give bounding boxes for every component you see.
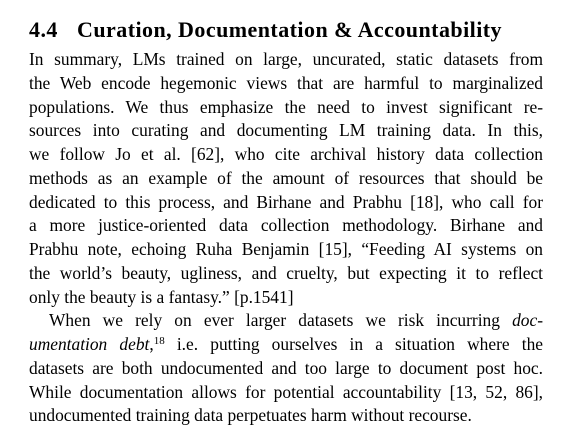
paragraph-line: methods as an example of the amount of resources that should be [29,167,543,188]
paragraph-line: only the beauty is a fantasy.” [p.1541] [29,286,294,307]
emphasized-term: umentation debt [29,334,150,354]
section-heading [29,16,543,44]
emphasized-term: doc- [512,310,543,331]
paragraph-line: While documentation allows for potential accountability [13, 52, 86], [29,381,543,402]
paragraph-line: the world’s beauty, ugliness, and cruelty, but expecting it to reflect [29,262,543,283]
paragraph-summary [29,48,543,309]
paragraph-documentation-debt [29,309,543,428]
paper-section [29,16,543,428]
paragraph-line: a more justice-oriented data collection methodology. Birhane and [29,215,543,236]
paragraph-text: i.e. putting ourselves in a situation where the [164,334,543,354]
paragraph-line: undocumented training data perpetuates harm without recourse. [29,405,472,426]
paragraph-line [29,309,543,333]
section-title: Curation, Documentation & Accountability [77,17,502,42]
paragraph-text: When we rely on ever larger datasets we risk incurring [49,310,513,331]
paragraph-line: In summary, LMs trained on large, uncurated, static datasets from [29,49,543,69]
paragraph-line: we follow Jo et al. [62], who cite archival history data collection [29,144,543,164]
paragraph-line: Prabhu note, echoing Ruha Benjamin [15], “Feeding AI systems on [29,239,543,259]
paragraph-line: sources into curating and documenting LM training data. In this, [29,120,543,141]
paragraph-line: the Web encode hegemonic views that are harmful to marginalized [29,72,543,93]
paragraph-line: populations. We thus emphasize the need to invest significant re- [29,96,543,117]
paragraph-line [29,333,543,357]
paragraph-text: , [149,334,154,354]
footnote-marker[interactable]: 18 [153,335,165,347]
paragraph-line: datasets are both undocumented and too large to document post hoc. [29,357,543,378]
paragraph-line: dedicated to this process, and Birhane and Prabhu [18], who call for [29,191,543,212]
section-number: 4.4 [29,17,58,42]
